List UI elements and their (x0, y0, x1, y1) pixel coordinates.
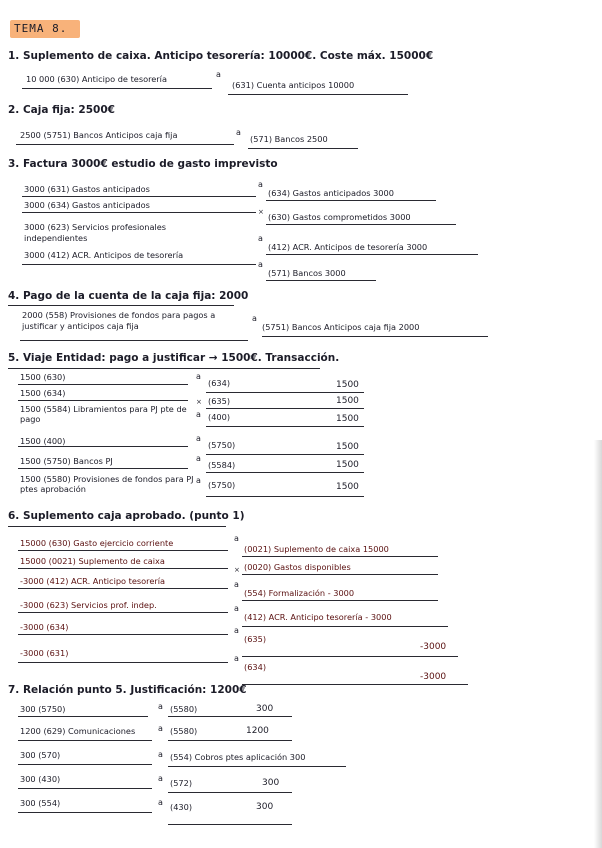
entry-line (18, 468, 188, 469)
entry-5-1-amount: 1500 (336, 380, 359, 390)
entry-7-3-credit: (554) Cobros ptes aplicación 300 (170, 752, 306, 762)
entry-line (206, 408, 364, 409)
entry-5-5-amount: 1500 (336, 460, 359, 470)
entry-line (206, 496, 364, 497)
entry-6-1-connector: a (234, 534, 239, 543)
section-1-heading: 1. Suplemento de caixa. Anticipo tesorería: 10000€. Coste máx. 15000€ (8, 50, 434, 62)
entry-7-5-connector: a (158, 798, 163, 807)
entry-7-4-debit: 300 (430) (20, 774, 61, 784)
section-5-heading: 5. Viaje Entidad: pago a justificar → 1500€. Transacción. (8, 352, 340, 364)
entry-3-3-credit: (412) ACR. Anticipos de tesorería 3000 (268, 242, 428, 252)
entry-1-1-connector: a (216, 70, 221, 79)
entry-7-1-debit: 300 (5750) (20, 704, 66, 714)
entry-line (20, 340, 248, 341)
section-3-heading: 3. Factura 3000€ estudio de gasto imprevisto (8, 158, 278, 170)
entry-7-4-amount: 300 (262, 778, 280, 788)
entry-6-5-debit: -3000 (634) (20, 622, 69, 632)
entry-5-1-connector: a (196, 372, 201, 381)
entry-line (168, 716, 292, 717)
entry-line (18, 612, 228, 613)
entry-line (242, 556, 438, 557)
entry-5-2-credit: (635) (208, 396, 231, 406)
entry-6-2-debit: 15000 (0021) Suplemento de caixa (20, 556, 165, 566)
entry-line (266, 254, 478, 255)
entry-line (18, 568, 228, 569)
entry-2-1-connector: a (236, 128, 241, 137)
entry-line (242, 656, 458, 657)
entry-line (22, 264, 256, 265)
entry-5-1-debit: 1500 (630) (20, 372, 66, 382)
page-title: TEMA 8. (10, 20, 80, 38)
entry-2-1-credit: (571) Bancos 2500 (250, 134, 328, 144)
entry-line (206, 454, 364, 455)
entry-3-3-connector: a (258, 234, 263, 243)
entry-7-1-credit: (5580) (170, 704, 198, 714)
entry-line (22, 196, 256, 197)
entry-line (266, 280, 376, 281)
entry-line (18, 588, 228, 589)
entry-6-6-credit: (634) (244, 662, 267, 672)
entry-line (18, 550, 228, 551)
entry-3-1-debit: 3000 (631) Gastos anticipados (24, 184, 150, 194)
entry-line (22, 212, 256, 213)
entry-5-6-credit: (5750) (208, 480, 236, 490)
entry-line (168, 824, 292, 825)
entry-line (262, 336, 488, 337)
entry-7-3-connector: a (158, 750, 163, 759)
entry-line (242, 626, 448, 627)
entry-line (206, 472, 364, 473)
entry-7-2-connector: a (158, 724, 163, 733)
cross-mark: × (258, 208, 264, 216)
entry-5-4-amount: 1500 (336, 442, 359, 452)
entry-line (206, 392, 364, 393)
heading-underline (8, 368, 320, 369)
cross-mark: × (196, 398, 202, 406)
entry-5-6-debit: 1500 (5580) Provisiones de fondos para PJ ptes aprobación (20, 474, 194, 494)
entry-line (242, 574, 438, 575)
entry-6-6-amount: -3000 (420, 672, 447, 682)
entry-6-5-credit: (635) (244, 634, 267, 644)
entry-line (18, 400, 188, 401)
entry-7-2-debit: 1200 (629) Comunicaciones (20, 726, 136, 736)
entry-line (168, 766, 346, 767)
entry-7-3-debit: 300 (570) (20, 750, 61, 760)
entry-line (18, 788, 152, 789)
entry-6-4-debit: -3000 (623) Servicios prof. indep. (20, 600, 157, 610)
entry-7-2-credit: (5580) (170, 726, 198, 736)
entry-1-1-credit: (631) Cuenta anticipos 10000 (232, 80, 355, 90)
entry-7-4-connector: a (158, 774, 163, 783)
entry-line (18, 812, 152, 813)
entry-6-3-credit: (554) Formalización - 3000 (244, 588, 355, 598)
entry-line (168, 792, 292, 793)
entry-line (266, 224, 456, 225)
section-4-heading: 4. Pago de la cuenta de la caja fija: 2000 (8, 290, 249, 302)
entry-line (266, 200, 436, 201)
entry-5-3-credit: (400) (208, 412, 231, 422)
entry-3-4-credit: (571) Bancos 3000 (268, 268, 346, 278)
entry-3-1-credit: (634) Gastos anticipados 3000 (268, 188, 394, 198)
entry-5-6-amount: 1500 (336, 482, 359, 492)
entry-5-3-amount: 1500 (336, 414, 359, 424)
entry-6-4-credit: (412) ACR. Anticipo tesorería - 3000 (244, 612, 392, 622)
entry-6-2-credit: (0020) Gastos disponibles (244, 562, 351, 572)
entry-5-3-connector: a (196, 410, 201, 419)
entry-7-5-credit: (430) (170, 802, 193, 812)
entry-7-5-amount: 300 (256, 802, 274, 812)
section-7-heading: 7. Relación punto 5. Justificación: 1200€ (8, 684, 247, 696)
entry-5-1-credit: (634) (208, 378, 231, 388)
entry-5-4-connector: a (196, 434, 201, 443)
entry-3-2-credit: (630) Gastos comprometidos 3000 (268, 212, 411, 222)
entry-line (18, 384, 188, 385)
entry-line (228, 94, 408, 95)
entry-line (18, 716, 148, 717)
entry-5-2-amount: 1500 (336, 396, 359, 406)
heading-underline (8, 526, 226, 527)
entry-line (206, 426, 364, 427)
entry-line (22, 88, 212, 89)
heading-underline (8, 305, 234, 306)
entry-line (18, 634, 228, 635)
entry-line (16, 144, 234, 145)
entry-5-6-connector: a (196, 476, 201, 485)
section-6-heading: 6. Suplemento caja aprobado. (punto 1) (8, 510, 245, 522)
entry-5-4-debit: 1500 (400) (20, 436, 66, 446)
entry-6-1-debit: 15000 (630) Gasto ejercicio corriente (20, 538, 174, 548)
section-2-heading: 2. Caja fija: 2500€ (8, 104, 115, 116)
entry-line (248, 148, 358, 149)
entry-6-4-connector: a (234, 604, 239, 613)
entry-4-1-connector: a (252, 314, 257, 323)
entry-3-1-connector: a (258, 180, 263, 189)
entry-3-4-connector: a (258, 260, 263, 269)
entry-7-4-credit: (572) (170, 778, 193, 788)
entry-2-1-debit: 2500 (5751) Bancos Anticipos caja fija (20, 130, 178, 140)
entry-6-1-credit: (0021) Suplemento de caixa 15000 (244, 544, 389, 554)
entry-4-1-debit: 2000 (558) Provisiones de fondos para pagos a justificar y anticipos caja fija (22, 310, 216, 331)
entry-line (168, 740, 292, 741)
entry-6-3-connector: a (234, 580, 239, 589)
cross-mark: × (234, 566, 240, 574)
entry-7-5-debit: 300 (554) (20, 798, 61, 808)
entry-4-1-credit: (5751) Bancos Anticipos caja fija 2000 (262, 322, 420, 332)
entry-line (242, 600, 438, 601)
entry-line (18, 446, 188, 447)
entry-line (18, 764, 152, 765)
entry-line (18, 662, 228, 663)
entry-line (242, 684, 468, 685)
entry-1-1-debit: 10 000 (630) Anticipo de tesorería (26, 74, 167, 84)
entry-5-3-debit: 1500 (5584) Libramientos para PJ pte de pago (20, 404, 187, 424)
entry-7-2-amount: 1200 (246, 726, 269, 736)
entry-5-4-credit: (5750) (208, 440, 236, 450)
page-edge-shadow (594, 440, 602, 848)
entry-3-3-debit: 3000 (623) Servicios profesionales independientes (24, 222, 167, 243)
entry-5-5-connector: a (196, 454, 201, 463)
entry-5-5-debit: 1500 (5750) Bancos PJ (20, 456, 113, 466)
entry-6-5-amount: -3000 (420, 642, 447, 652)
entry-6-6-debit: -3000 (631) (20, 648, 69, 658)
entry-5-2-debit: 1500 (634) (20, 388, 66, 398)
entry-line (18, 740, 152, 741)
entry-6-6-connector: a (234, 654, 239, 663)
entry-3-4-debit: 3000 (412) ACR. Anticipos de tesorería (24, 250, 184, 260)
entry-7-1-connector: a (158, 702, 163, 711)
entry-5-5-credit: (5584) (208, 460, 236, 470)
entry-6-5-connector: a (234, 626, 239, 635)
entry-6-3-debit: -3000 (412) ACR. Anticipo tesorería (20, 576, 166, 586)
entry-7-1-amount: 300 (256, 704, 274, 714)
entry-3-2-debit: 3000 (634) Gastos anticipados (24, 200, 150, 210)
